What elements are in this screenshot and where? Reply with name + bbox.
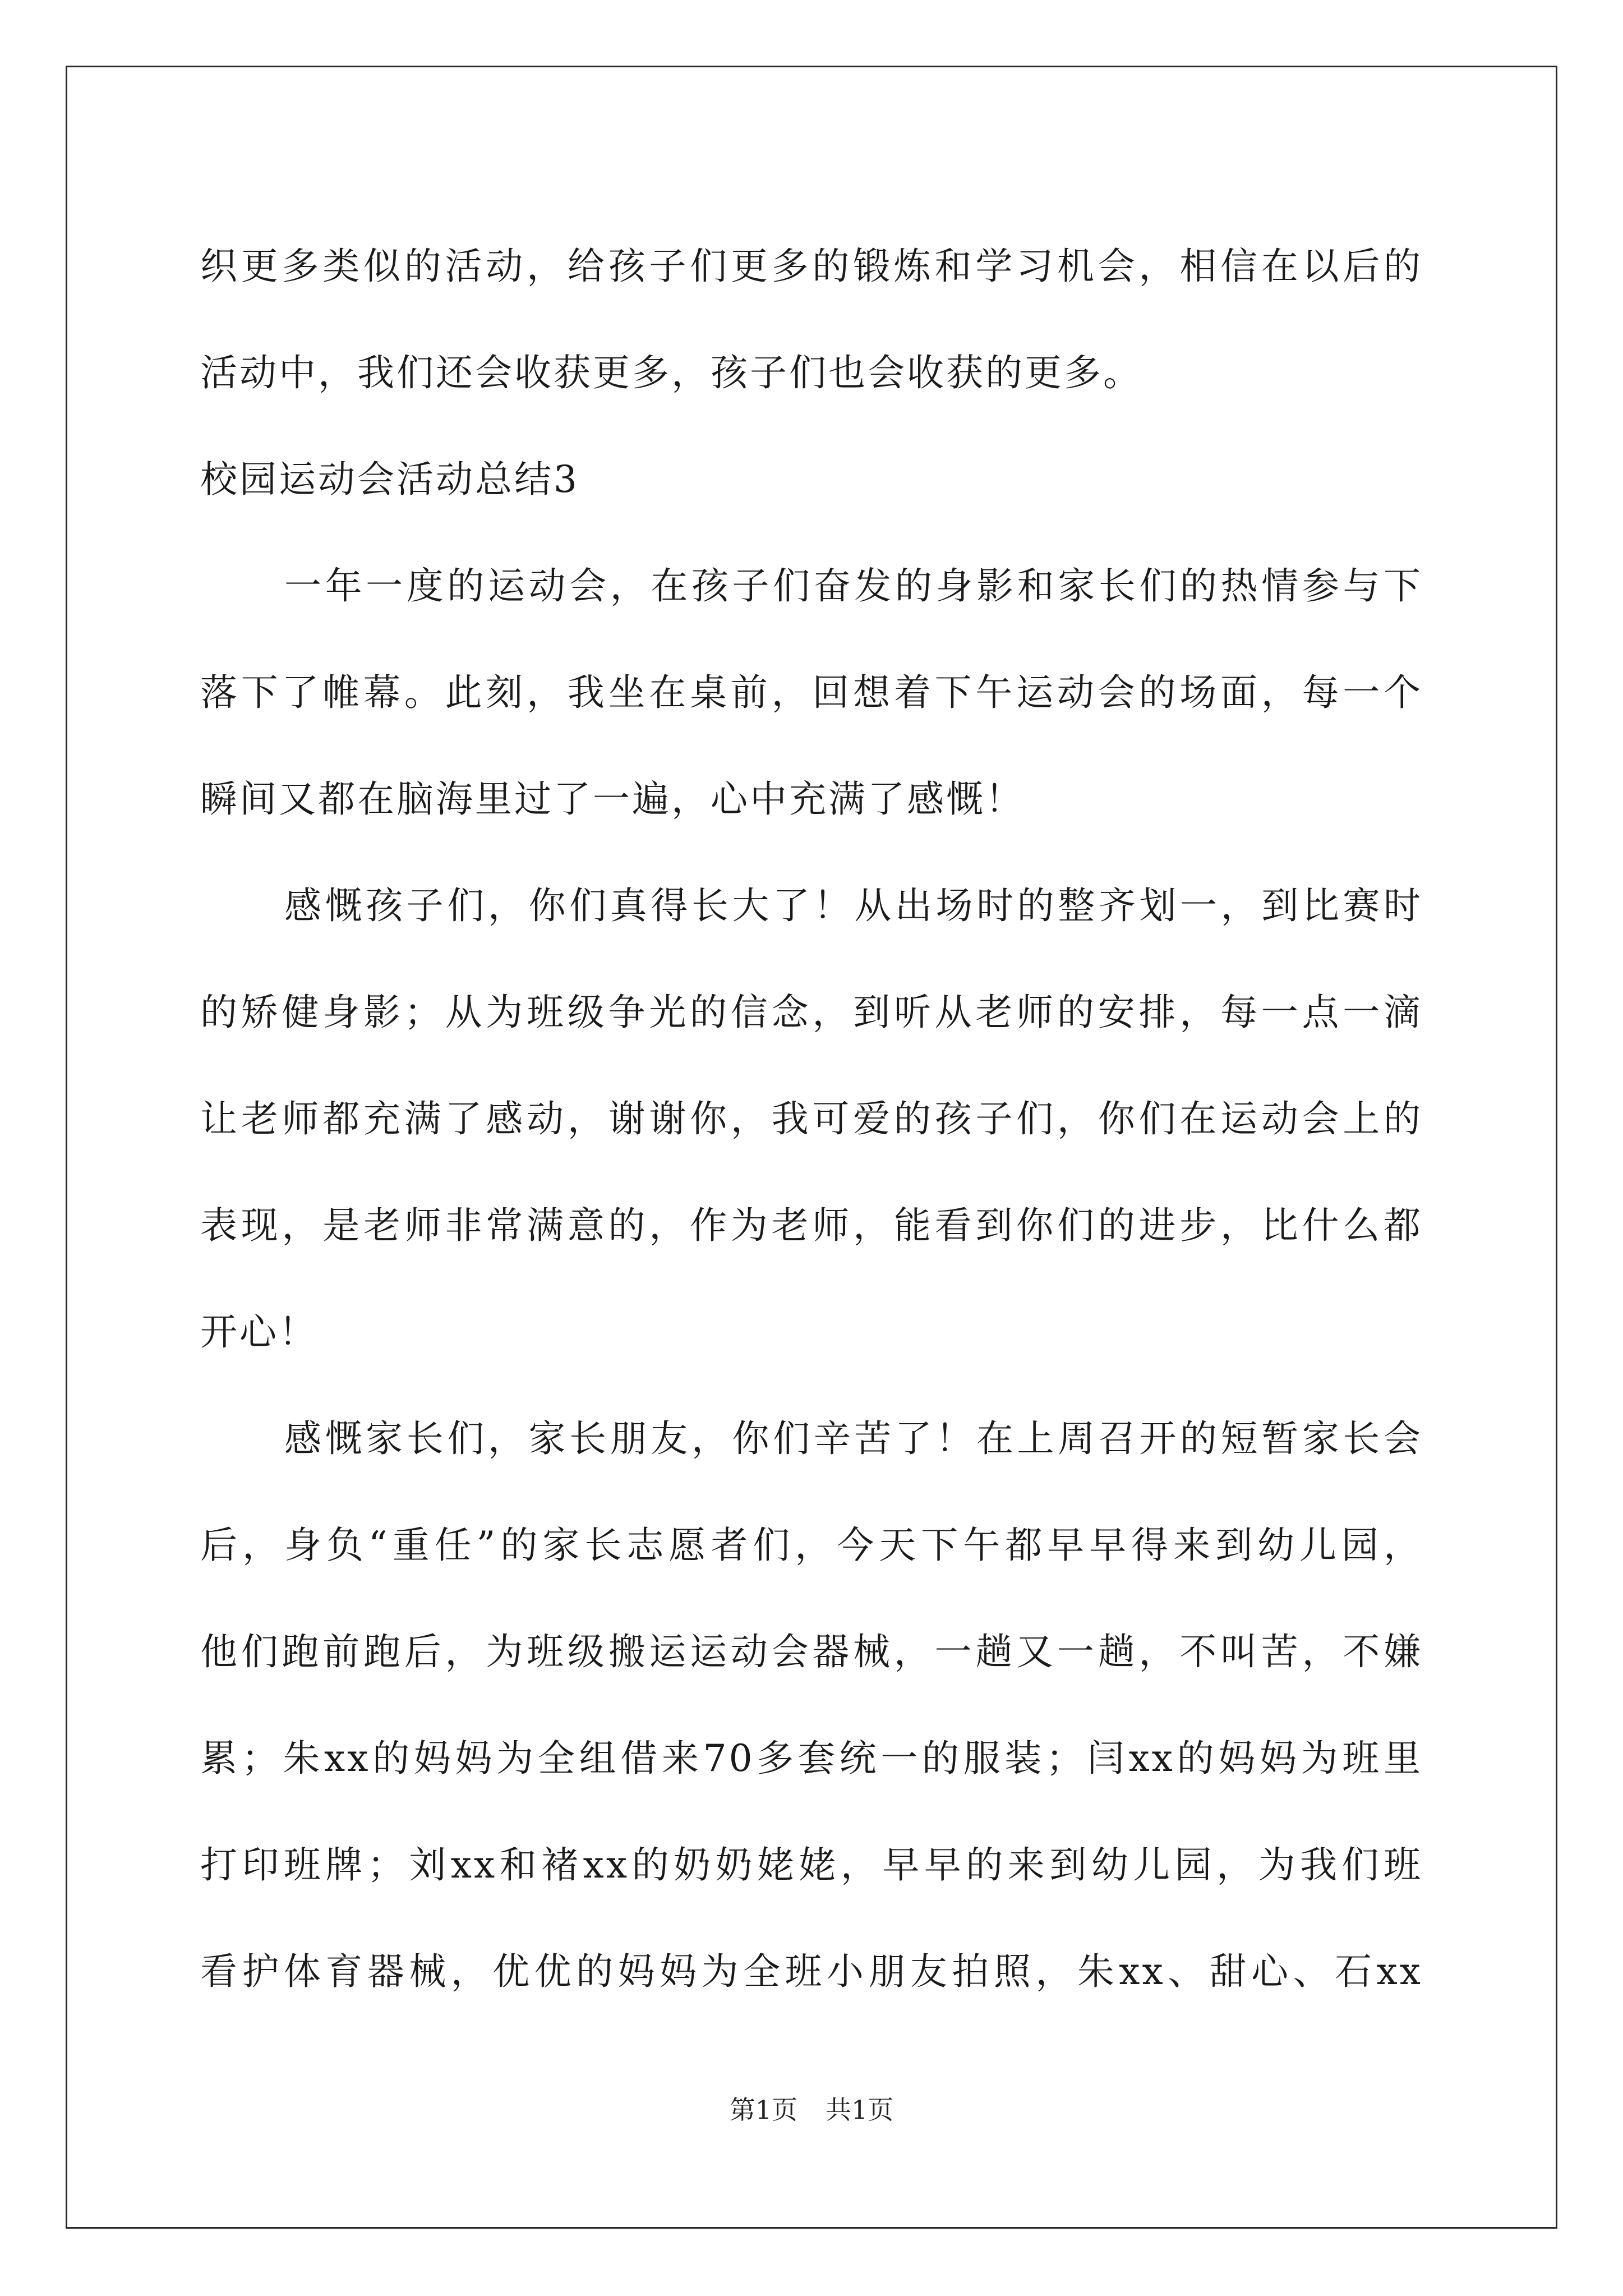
text-line: 活动中，我们还会收获更多，孩子们也会收获的更多。 [200,351,1142,394]
text-line: 感慨孩子们，你们真得长大了！从出场时的整齐划一，到比赛时 [284,884,1423,927]
page-total: 共1页 [826,2095,894,2125]
text-line: 他们跑前跑后，为班级搬运运动会器械，一趟又一趟，不叫苦，不嫌 [200,1630,1423,1673]
text-line: 开心！ [200,1310,318,1354]
document-body [200,213,1423,2025]
text-line: 的矫健身影；从为班级争光的信念，到听从老师的安排，每一点一滴 [200,991,1423,1034]
text-line: 打印班牌；刘xx和褚xx的奶奶姥姥，早早的来到幼儿园，为我们班 [200,1843,1423,1887]
text-line: 表现，是老师非常满意的，作为老师，能看到你们的进步，比什么都 [200,1204,1423,1247]
text-line: 后，身负“重任”的家长志愿者们，今天下午都早早得来到幼儿园， [200,1524,1423,1567]
text-line: 感慨家长们，家长朋友，你们辛苦了！在上周召开的短暂家长会 [284,1417,1423,1460]
text-line: 让老师都充满了感动，谢谢你，我可爱的孩子们，你们在运动会上的 [200,1097,1423,1140]
text-line: 一年一度的运动会，在孩子们奋发的身影和家长们的热情参与下 [284,564,1423,608]
text-line: 织更多类似的活动，给孩子们更多的锻炼和学习机会，相信在以后的 [200,245,1423,288]
text-line: 落下了帷幕。此刻，我坐在桌前，回想着下午运动会的场面，每一个 [200,671,1423,714]
page-footer [0,2090,1623,2127]
page-number: 第1页 [729,2095,797,2125]
section-heading: 校园运动会活动总结3 [200,458,579,501]
text-line: 看护体育器械，优优的妈妈为全班小朋友拍照，朱xx、甜心、石xx [200,1950,1423,1993]
text-line: 累；朱xx的妈妈为全组借来70多套统一的服装；闫xx的妈妈为班里 [200,1737,1423,1780]
text-line: 瞬间又都在脑海里过了一遍，心中充满了感慨！ [200,777,1025,821]
